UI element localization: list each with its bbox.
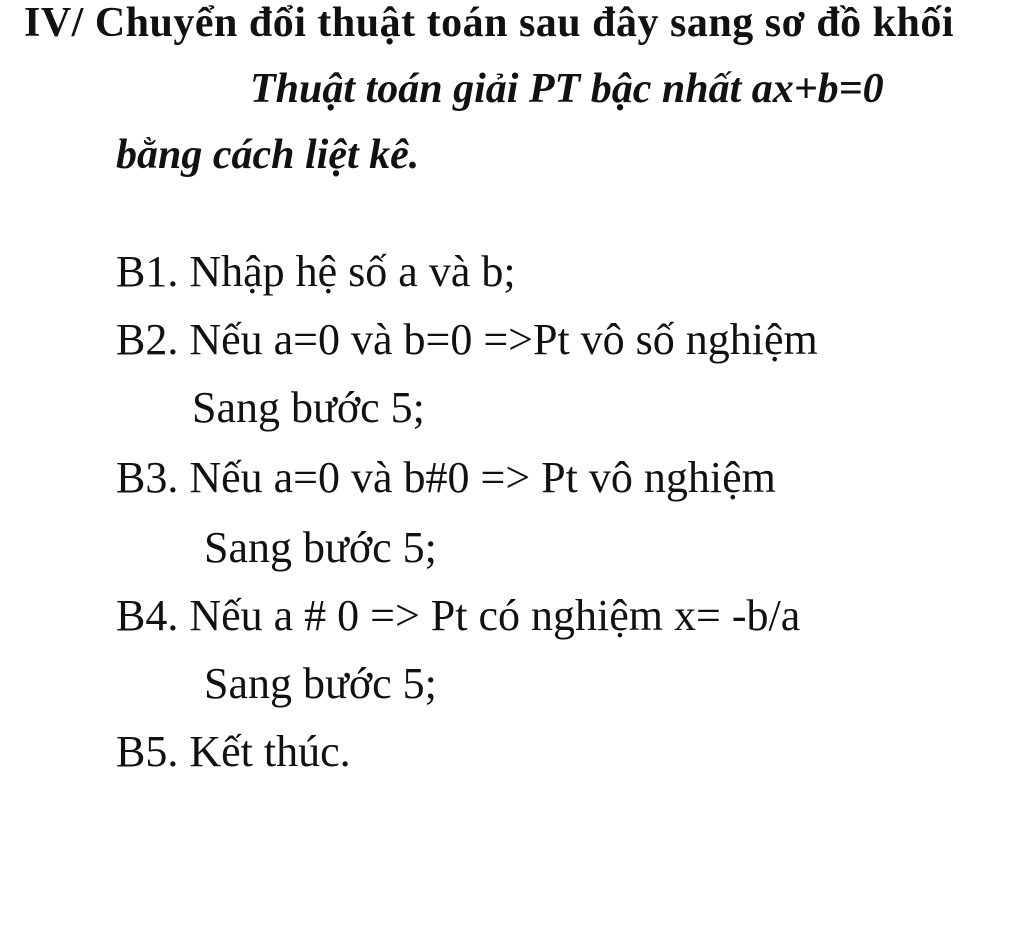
step-b4: B4. Nếu a # 0 => Pt có nghiệm x= -b/a	[116, 591, 801, 640]
algorithm-title-continued: bằng cách liệt kê.	[116, 132, 420, 178]
step-b3-goto: Sang bước 5;	[204, 523, 437, 572]
step-b5: B5. Kết thúc.	[116, 727, 351, 776]
step-b1: B1. Nhập hệ số a và b;	[116, 247, 516, 296]
step-b4-goto: Sang bước 5;	[204, 659, 437, 708]
section-heading: IV/ Chuyển đổi thuật toán sau đây sang sơ đồ khối	[24, 0, 955, 46]
step-b2: B2. Nếu a=0 và b=0 =>Pt vô số nghiệm	[116, 315, 818, 364]
step-b3: B3. Nếu a=0 và b#0 => Pt vô nghiệm	[116, 453, 776, 502]
algorithm-title: Thuật toán giải PT bậc nhất ax+b=0	[250, 66, 884, 112]
step-b2-goto: Sang bước 5;	[192, 383, 425, 432]
